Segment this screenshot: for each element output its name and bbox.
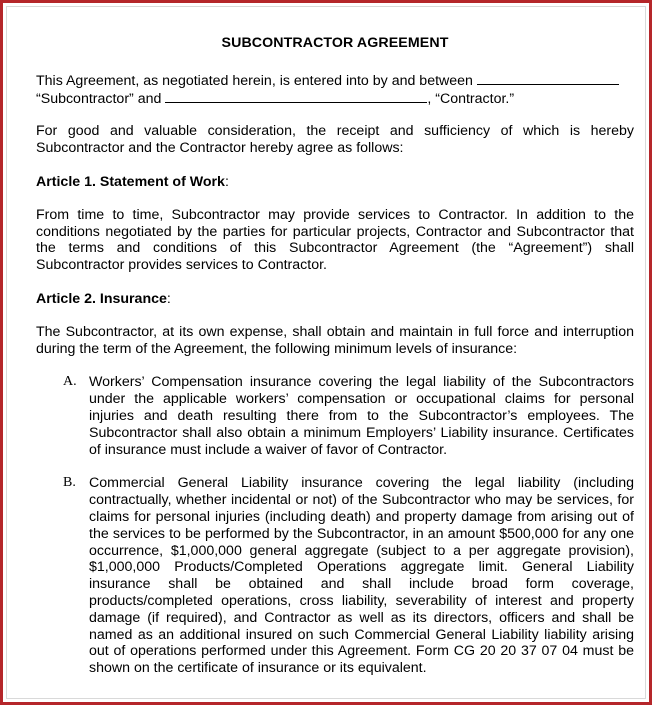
document-body xyxy=(36,35,634,677)
article-1-text: From time to time, Subcontractor may provide services to Contractor. In addition to the conditions negotiated by the parties for particular projects, Contractor and Subcontractor that the terms and conditions of this Subcontractor Agreement (the “Agreement”) shall Subcontractor provides services to Contractor. xyxy=(36,206,634,274)
item-marker-a: A. xyxy=(63,374,77,390)
item-text-b: Commercial General Liability insurance covering the legal liability (including contractually, whether incidental or not) of the Subcontractor who may be services, for claims for personal injuries (including death) and property damage from arising out of the services to be performed by the Subcontractor, in an amount $500,000 for any one occurrence, $1,000,000 general aggregate (subject to a per aggregate provision), $1,000,000 Products/Completed Operations aggregate limit. General Liability insurance shall be obtained and shall include broad form coverage, products/completed operations, cross liability, severability of interest and property damage (if required), and Contractor as well as its directors, officers and shall be named as an additional insured on such Commercial General Liability liability arising out of operations performed under this Agreement. Form CG 20 20 37 07 04 must be shown on the certificate of insurance or its equivalent. xyxy=(89,475,634,677)
article-2-heading xyxy=(36,291,634,308)
party-blank-1[interactable] xyxy=(477,72,619,85)
article-1-heading-colon: : xyxy=(224,173,229,190)
item-text-a: Workers’ Compensation insurance covering the legal liability of the Subcontractors under the applicable workers’ compensation or occupational claims for personal injuries and death resulting there from to the Subcontractor’s employees. The Subcontractor shall also obtain a minimum Employers’ Liability insurance. Certificates of insurance must include a waiver of favor of Contractor. xyxy=(89,374,634,458)
insurance-item-a xyxy=(36,374,634,458)
intro-text-3: , “Contractor.” xyxy=(427,90,515,107)
intro-paragraph xyxy=(36,72,634,108)
document-title: SUBCONTRACTOR AGREEMENT xyxy=(221,35,449,51)
intro-text-1: This Agreement, as negotiated herein, is entered into by and between xyxy=(36,72,473,89)
item-marker-b: B. xyxy=(63,475,76,491)
intro-text-2: “Subcontractor” and xyxy=(36,90,162,107)
document-page xyxy=(6,6,646,699)
article-2-heading-text: Article 2. Insurance xyxy=(36,290,167,307)
article-1-heading xyxy=(36,174,634,191)
party-blank-2[interactable] xyxy=(165,90,427,103)
article-2-heading-colon: : xyxy=(166,290,171,307)
article-1-heading-text: Article 1. Statement of Work xyxy=(36,173,225,190)
insurance-item-b xyxy=(36,475,634,677)
article-2-text: The Subcontractor, at its own expense, shall obtain and maintain in full force and interruption during the term of the Agreement, the following minimum levels of insurance: xyxy=(36,323,634,357)
consideration-paragraph: For good and valuable consideration, the receipt and sufficiency of which is hereby Subcontractor and the Contractor hereby agree as follows: xyxy=(36,123,634,157)
